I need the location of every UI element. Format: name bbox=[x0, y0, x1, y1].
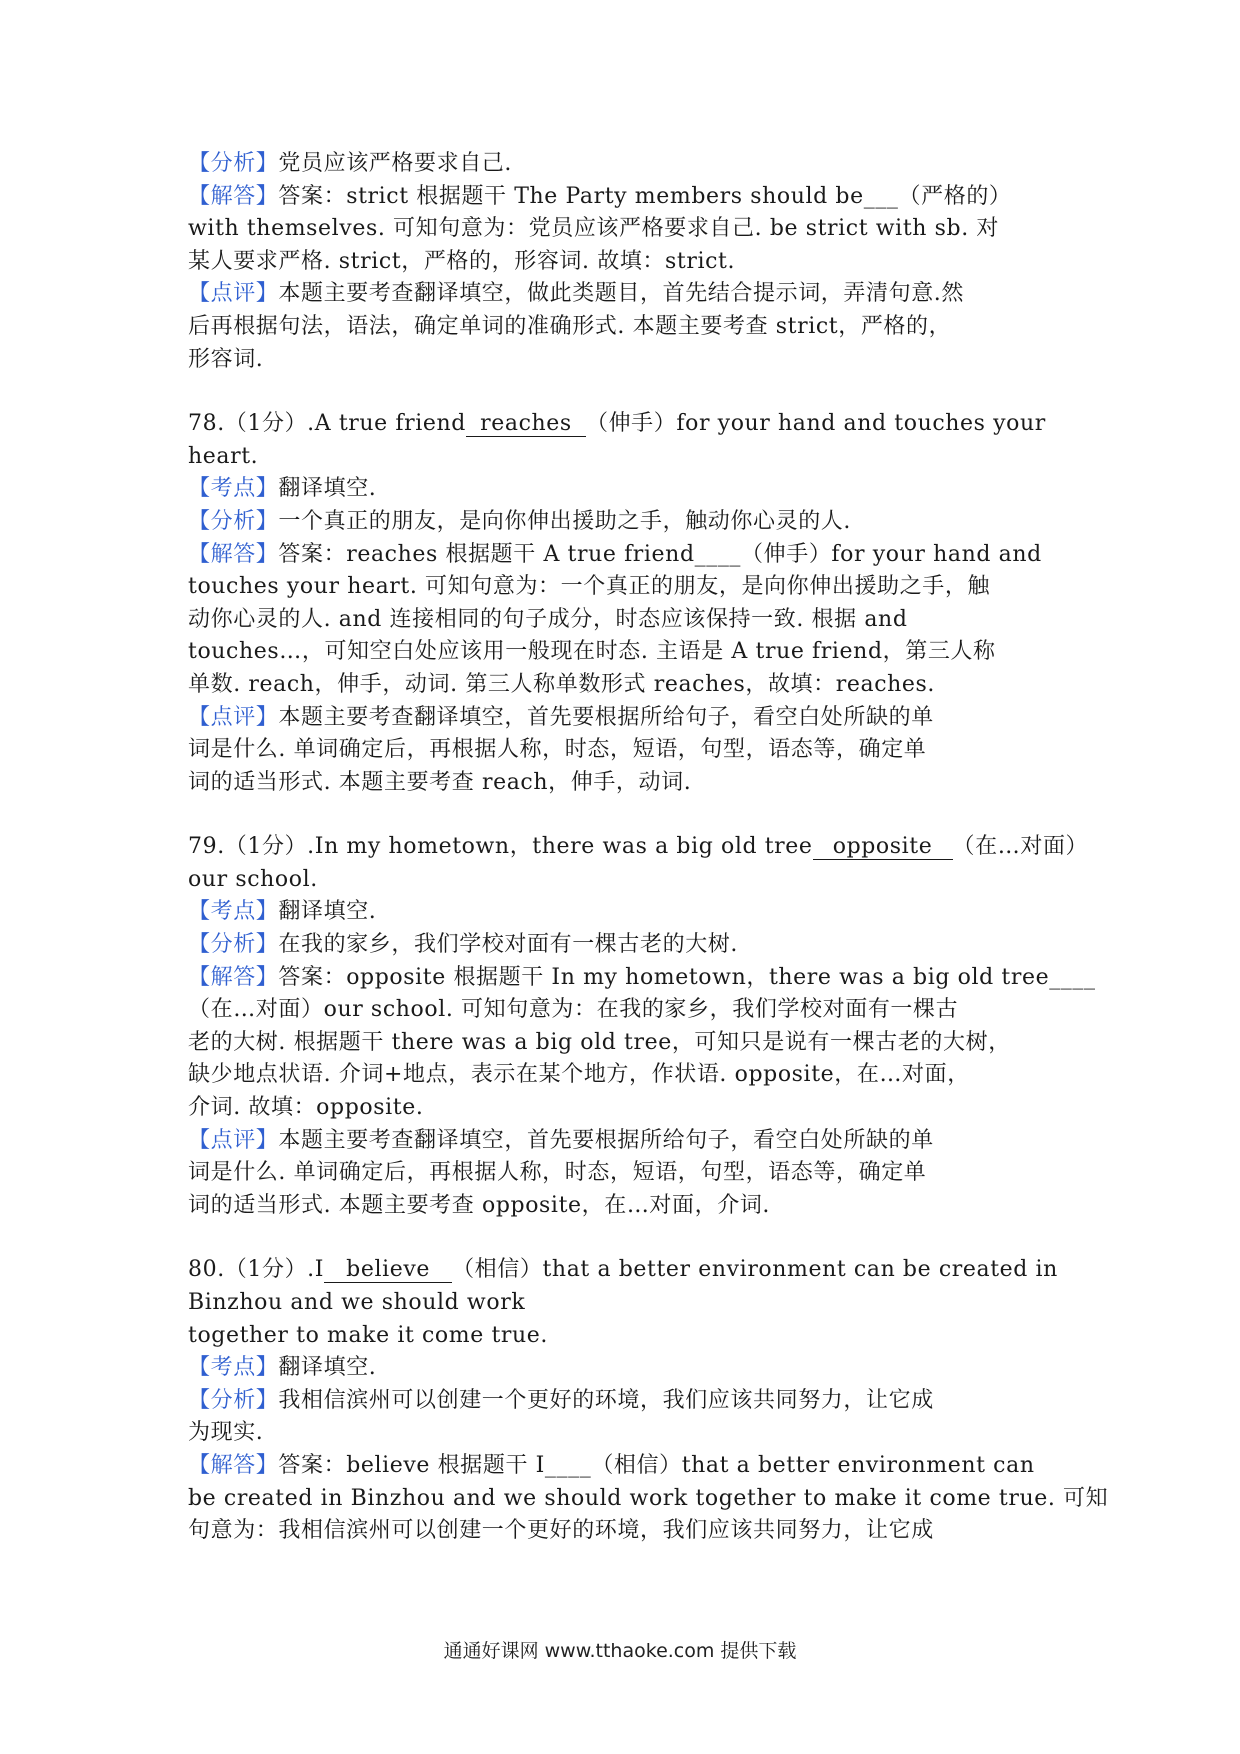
analysis-tag: 【分析】 bbox=[188, 508, 279, 534]
comment-tag: 【点评】 bbox=[188, 281, 279, 307]
q78-answer-line: 动你心灵的人. and 连接相同的句子成分，时态应该保持一致. 根据 and bbox=[188, 606, 908, 632]
point-tag: 【考点】 bbox=[188, 1355, 279, 1381]
page-footer: 通通好课网 www.tthaoke.com 提供下载 bbox=[443, 1640, 797, 1662]
q77-comment-line: 形容词. bbox=[188, 346, 264, 372]
analysis-tag: 【分析】 bbox=[188, 151, 279, 176]
q79-comment-line: 词的适当形式. 本题主要考查 opposite，在…对面，介词. bbox=[188, 1192, 771, 1218]
q80-answer-line: 句意为：我相信滨州可以创建一个更好的环境，我们应该共同努力，让它成 bbox=[188, 1518, 934, 1544]
q80-analysis-line: 【分析】我相信滨州可以创建一个更好的环境，我们应该共同努力，让它成 bbox=[188, 1387, 934, 1413]
point-tag: 【考点】 bbox=[188, 899, 279, 925]
q77-answer-line: 某人要求严格. strict，严格的，形容词. 故填：strict. bbox=[188, 248, 736, 274]
q77-analysis-line: 【分析】党员应该严格要求自己. bbox=[188, 151, 513, 176]
q80-answer-line: 【解答】答案：believe 根据题干 I____（相信）that a better environment can bbox=[188, 1452, 1035, 1478]
answer-tag: 【解答】 bbox=[188, 183, 279, 209]
q80-analysis-line: 为现实. bbox=[188, 1420, 264, 1446]
point-tag: 【考点】 bbox=[188, 476, 279, 502]
q79-stem: 79.（1分）.In my hometown，there was a big old tree opposite （在…对面） bbox=[188, 834, 1089, 860]
q79-analysis-line: 【分析】在我的家乡，我们学校对面有一棵古老的大树. bbox=[188, 932, 739, 958]
q78-answer-line: touches…，可知空白处应该用一般现在时态. 主语是 A true friend，第三人称 bbox=[188, 639, 996, 665]
q78-stem: 78.（1分）.A true friend reaches （伸手）for your hand and touches your bbox=[188, 411, 1046, 437]
q79-stem-line: our school. bbox=[188, 866, 318, 892]
q79-answer-line: 【解答】答案：opposite 根据题干 In my hometown，there was a big old tree____ bbox=[188, 964, 1096, 990]
q79-point-line: 【考点】翻译填空. bbox=[188, 899, 377, 925]
q78-stem-line: heart. bbox=[188, 443, 259, 469]
comment-tag: 【点评】 bbox=[188, 704, 279, 730]
q78-point-line: 【考点】翻译填空. bbox=[188, 476, 377, 502]
q77-answer-line: with themselves. 可知句意为：党员应该严格要求自己. be strict with sb. 对 bbox=[188, 216, 999, 242]
q79-answer-line: 介词. 故填：opposite. bbox=[188, 1095, 424, 1121]
q77-comment-line: 后再根据句法，语法，确定单词的准确形式. 本题主要考查 strict，严格的， bbox=[188, 313, 952, 339]
q78-comment-line: 词是什么. 单词确定后，再根据人称，时态，短语，句型，语态等，确定单 bbox=[188, 737, 927, 763]
q79-comment-line: 【点评】本题主要考查翻译填空，首先要根据所给句子，看空白处所缺的单 bbox=[188, 1127, 934, 1153]
q78-analysis-line: 【分析】一个真正的朋友，是向你伸出援助之手，触动你心灵的人. bbox=[188, 508, 852, 534]
answer-tag: 【解答】 bbox=[188, 541, 279, 567]
q80-stem-line: together to make it come true. bbox=[188, 1322, 548, 1348]
q80-answer-line: be created in Binzhou and we should work together to make it come true. 可知 bbox=[188, 1485, 1109, 1511]
q77-answer-line: 【解答】答案：strict 根据题干 The Party members should be___（严格的） bbox=[188, 183, 1012, 209]
q80-stem: 80.（1分）.I believe （相信）that a better environment can be created in bbox=[188, 1257, 1058, 1283]
document-body bbox=[188, 148, 1109, 1548]
q77-comment-line: 【点评】本题主要考查翻译填空，做此类题目，首先结合提示词，弄清句意.然 bbox=[188, 281, 965, 307]
q78-comment-line: 词的适当形式. 本题主要考查 reach，伸手，动词. bbox=[188, 769, 692, 795]
q80-stem-line: Binzhou and we should work bbox=[188, 1290, 526, 1315]
answer-blank: believe bbox=[324, 1258, 452, 1283]
q78-answer-line: 单数. reach，伸手，动词. 第三人称单数形式 reaches，故填：reaches. bbox=[188, 671, 936, 697]
analysis-tag: 【分析】 bbox=[188, 932, 279, 958]
q78-comment-line: 【点评】本题主要考查翻译填空，首先要根据所给句子，看空白处所缺的单 bbox=[188, 704, 934, 730]
q79-comment-line: 词是什么. 单词确定后，再根据人称，时态，短语，句型，语态等，确定单 bbox=[188, 1160, 927, 1186]
answer-blank: reaches bbox=[466, 412, 586, 437]
answer-tag: 【解答】 bbox=[188, 964, 279, 990]
q79-answer-line: 缺少地点状语. 介词+地点，表示在某个地方，作状语. opposite，在…对面， bbox=[188, 1062, 970, 1088]
answer-tag: 【解答】 bbox=[188, 1452, 279, 1478]
comment-tag: 【点评】 bbox=[188, 1127, 279, 1153]
analysis-tag: 【分析】 bbox=[188, 1387, 279, 1413]
q79-answer-line: 老的大树. 根据题干 there was a big old tree，可知只是说有一棵古老的大树， bbox=[188, 1029, 1011, 1055]
q79-answer-line: （在…对面）our school. 可知句意为：在我的家乡，我们学校对面有一棵古 bbox=[188, 997, 959, 1023]
q80-point-line: 【考点】翻译填空. bbox=[188, 1355, 377, 1381]
q78-answer-line: touches your heart. 可知句意为：一个真正的朋友，是向你伸出援助之手，触 bbox=[188, 574, 991, 600]
q78-answer-line: 【解答】答案：reaches 根据题干 A true friend____（伸手）for your hand and bbox=[188, 541, 1042, 567]
answer-blank: opposite bbox=[813, 835, 953, 860]
